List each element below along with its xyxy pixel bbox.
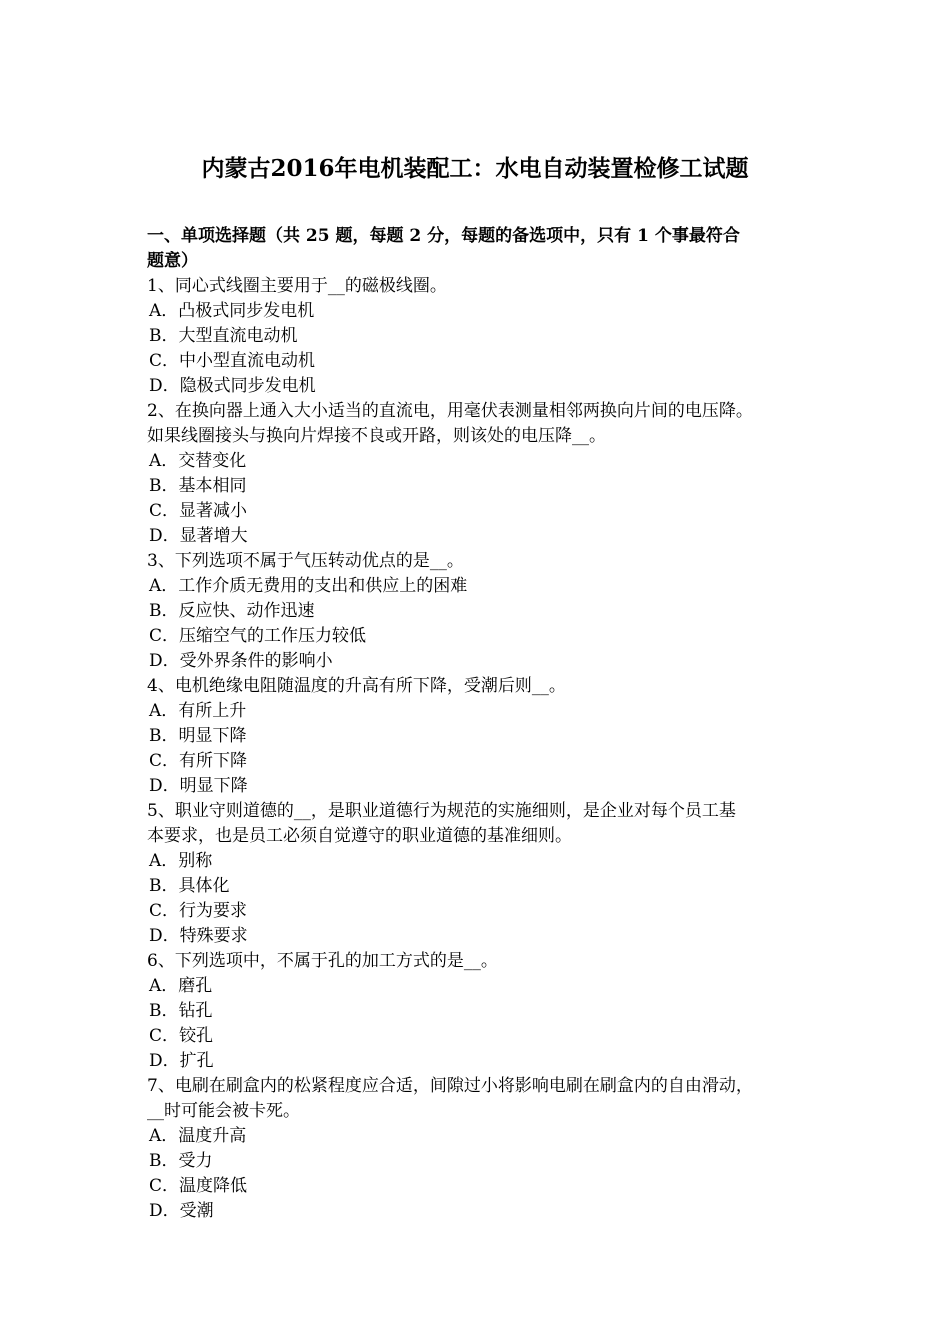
option-b: B．具体化 <box>149 876 230 896</box>
option-a: A．工作介质无费用的支出和供应上的困难 <box>149 576 468 596</box>
option-a: A．交替变化 <box>149 451 247 471</box>
section-heading-line-2: 题意） <box>147 251 198 271</box>
question-3 <box>147 549 827 674</box>
option-a: A．凸极式同步发电机 <box>149 301 315 321</box>
section-heading <box>147 224 827 274</box>
question-text-line: 4、电机绝缘电阻随温度的升高有所下降，受潮后则__。 <box>147 676 566 696</box>
question-text-line: 6、下列选项中，不属于孔的加工方式的是__。 <box>147 951 498 971</box>
question-text-line: 1、同心式线圈主要用于__的磁极线圈。 <box>147 276 447 296</box>
question-text-line: 本要求，也是员工必须自觉遵守的职业道德的基准细则。 <box>147 826 572 846</box>
option-a: A．磨孔 <box>149 976 213 996</box>
question-text-line: 3、下列选项不属于气压转动优点的是__。 <box>147 551 464 571</box>
option-b: B．明显下降 <box>149 726 247 746</box>
option-c: C．显著减小 <box>149 501 248 521</box>
option-d: D．明显下降 <box>149 776 248 796</box>
option-b: B．基本相同 <box>149 476 247 496</box>
section-heading-line-1: 一、单项选择题（共 25 题，每题 2 分，每题的备选项中，只有 1 个事最符合 <box>147 226 740 246</box>
option-a: A．有所上升 <box>149 701 247 721</box>
option-a: A．温度升高 <box>149 1126 247 1146</box>
question-text-line: 5、职业守则道德的__，是职业道德行为规范的实施细则，是企业对每个员工基 <box>147 801 736 821</box>
question-text-line: 2、在换向器上通入大小适当的直流电，用毫伏表测量相邻两换向片间的电压降。 <box>147 401 753 421</box>
option-c: C．行为要求 <box>149 901 248 921</box>
option-d: D．受潮 <box>149 1201 214 1221</box>
question-4 <box>147 674 827 799</box>
option-b: B．大型直流电动机 <box>149 326 298 346</box>
question-2 <box>147 399 827 549</box>
option-a: A．别称 <box>149 851 213 871</box>
option-c: C．有所下降 <box>149 751 248 771</box>
option-c: C．铰孔 <box>149 1026 214 1046</box>
option-b: B．受力 <box>149 1151 213 1171</box>
question-5 <box>147 799 827 949</box>
option-b: B．钻孔 <box>149 1001 213 1021</box>
question-1 <box>147 274 827 399</box>
option-d: D．显著增大 <box>149 526 248 546</box>
document-title: 内蒙古2016年电机装配工：水电自动装置检修工试题 <box>201 155 749 182</box>
question-text-line: 如果线圈接头与换向片焊接不良或开路，则该处的电压降__。 <box>147 426 606 446</box>
option-d: D．扩孔 <box>149 1051 214 1071</box>
question-7 <box>147 1074 827 1224</box>
option-d: D．受外界条件的影响小 <box>149 651 333 671</box>
option-b: B．反应快、动作迅速 <box>149 601 315 621</box>
question-text-line: 7、电刷在刷盒内的松紧程度应合适，间隙过小将影响电刷在刷盒内的自由滑动， <box>147 1076 753 1096</box>
question-text-line: __时可能会被卡死。 <box>147 1101 300 1121</box>
option-c: C．温度降低 <box>149 1176 248 1196</box>
document-content <box>147 224 827 1224</box>
option-d: D．特殊要求 <box>149 926 248 946</box>
option-c: C．压缩空气的工作压力较低 <box>149 626 367 646</box>
option-d: D．隐极式同步发电机 <box>149 376 316 396</box>
question-6 <box>147 949 827 1074</box>
option-c: C．中小型直流电动机 <box>149 351 316 371</box>
